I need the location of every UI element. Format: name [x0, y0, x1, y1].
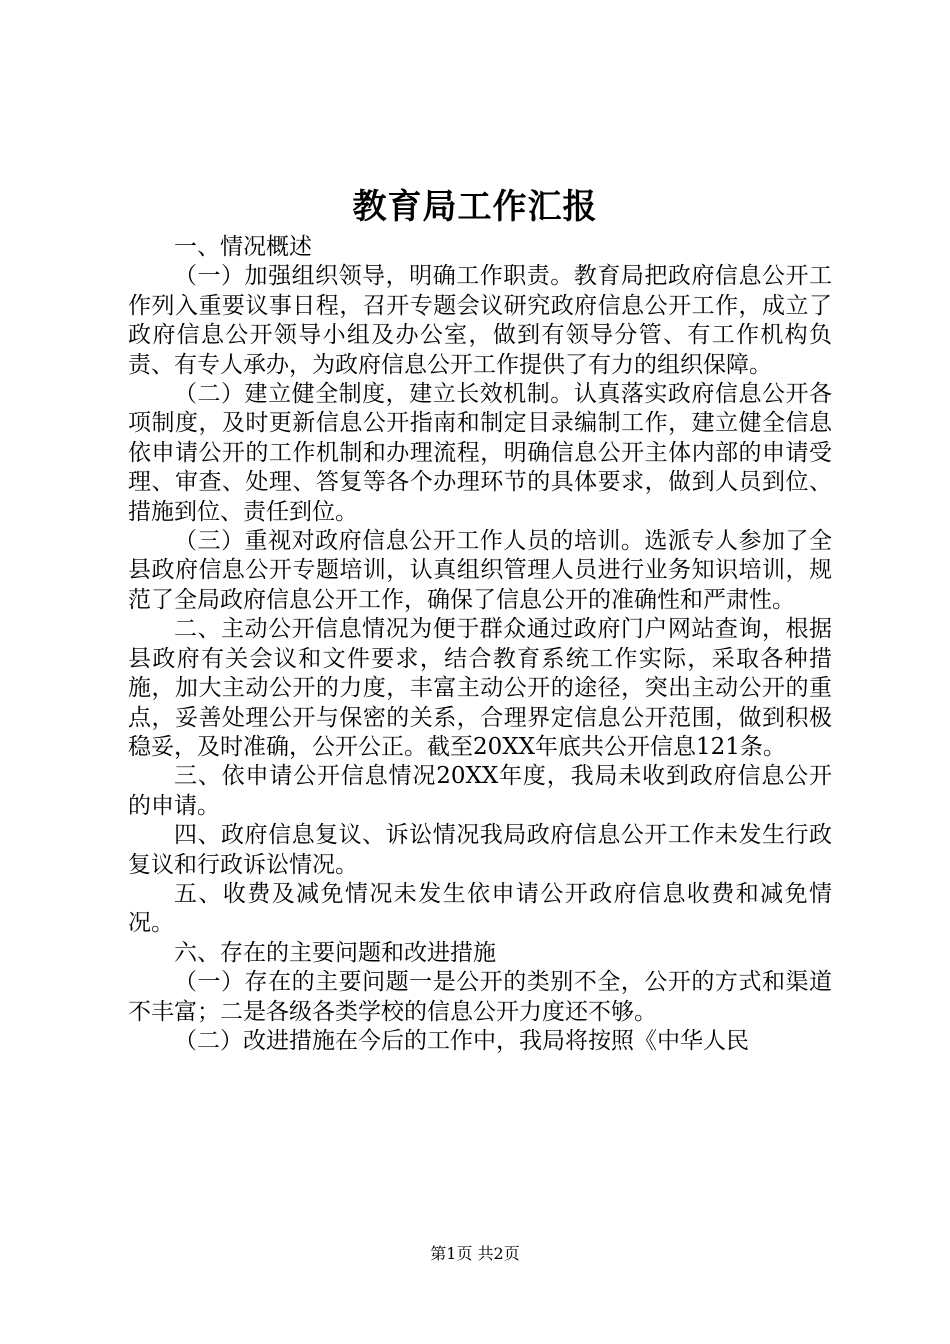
document-title: 教育局工作汇报	[352, 187, 598, 227]
paragraph-active-disclosure: 二、主动公开信息情况为便于群众通过政府门户网站查询，根据县政府有关会议和文件要求，结合教育系统工作实际，采取各种措施，加大主动公开的力度，丰富主动公开的途径，突出主动公开的重点，妥善处理公开与保密的关系，合理界定信息公开范围，做到积极稳妥，及时准确，公开公正。截至20XX年底共公开信息121条。	[128, 616, 832, 760]
paragraph-fees: 五、收费及减免情况未发生依申请公开政府信息收费和减免情况。	[128, 880, 832, 937]
paragraph-improvements: （二）改进措施在今后的工作中，我局将按照《中华人民	[174, 1027, 749, 1054]
page-number-footer: 第1页 共2页	[430, 1244, 520, 1263]
paragraph-training: （三）重视对政府信息公开工作人员的培训。选派专人参加了全县政府信息公开专题培训，认真组织管理人员进行业务知识培训，规范了全局政府信息公开工作，确保了信息公开的准确性和严肃性。	[128, 528, 832, 613]
paragraph-request-disclosure: 三、依申请公开信息情况20XX年度，我局未收到政府信息公开的申请。	[128, 763, 832, 819]
section-heading-overview: 一、情况概述	[174, 234, 312, 260]
paragraph-organization: （一）加强组织领导，明确工作职责。教育局把政府信息公开工作列入重要议事日程，召开专题会议研究政府信息公开工作，成立了政府信息公开领导小组及办公室，做到有领导分管、有工作机构负责、有专人承办，为政府信息公开工作提供了有力的组织保障。	[128, 263, 832, 378]
paragraph-review-litigation: 四、政府信息复议、诉讼情况我局政府信息公开工作未发生行政复议和行政诉讼情况。	[128, 822, 832, 878]
section-heading-problems: 六、存在的主要问题和改进措施	[174, 939, 496, 966]
paragraph-problems: （一）存在的主要问题一是公开的类别不全，公开的方式和渠道不丰富；二是各级各类学校的信息公开力度还不够。	[128, 969, 832, 1025]
document-body	[128, 233, 832, 1056]
paragraph-system: （二）建立健全制度，建立长效机制。认真落实政府信息公开各项制度，及时更新信息公开指南和制定目录编制工作，建立健全信息依申请公开的工作机制和办理流程，明确信息公开主体内部的申请受理、审查、处理、答复等各个办理环节的具体要求，做到人员到位、措施到位、责任到位。	[128, 381, 832, 525]
